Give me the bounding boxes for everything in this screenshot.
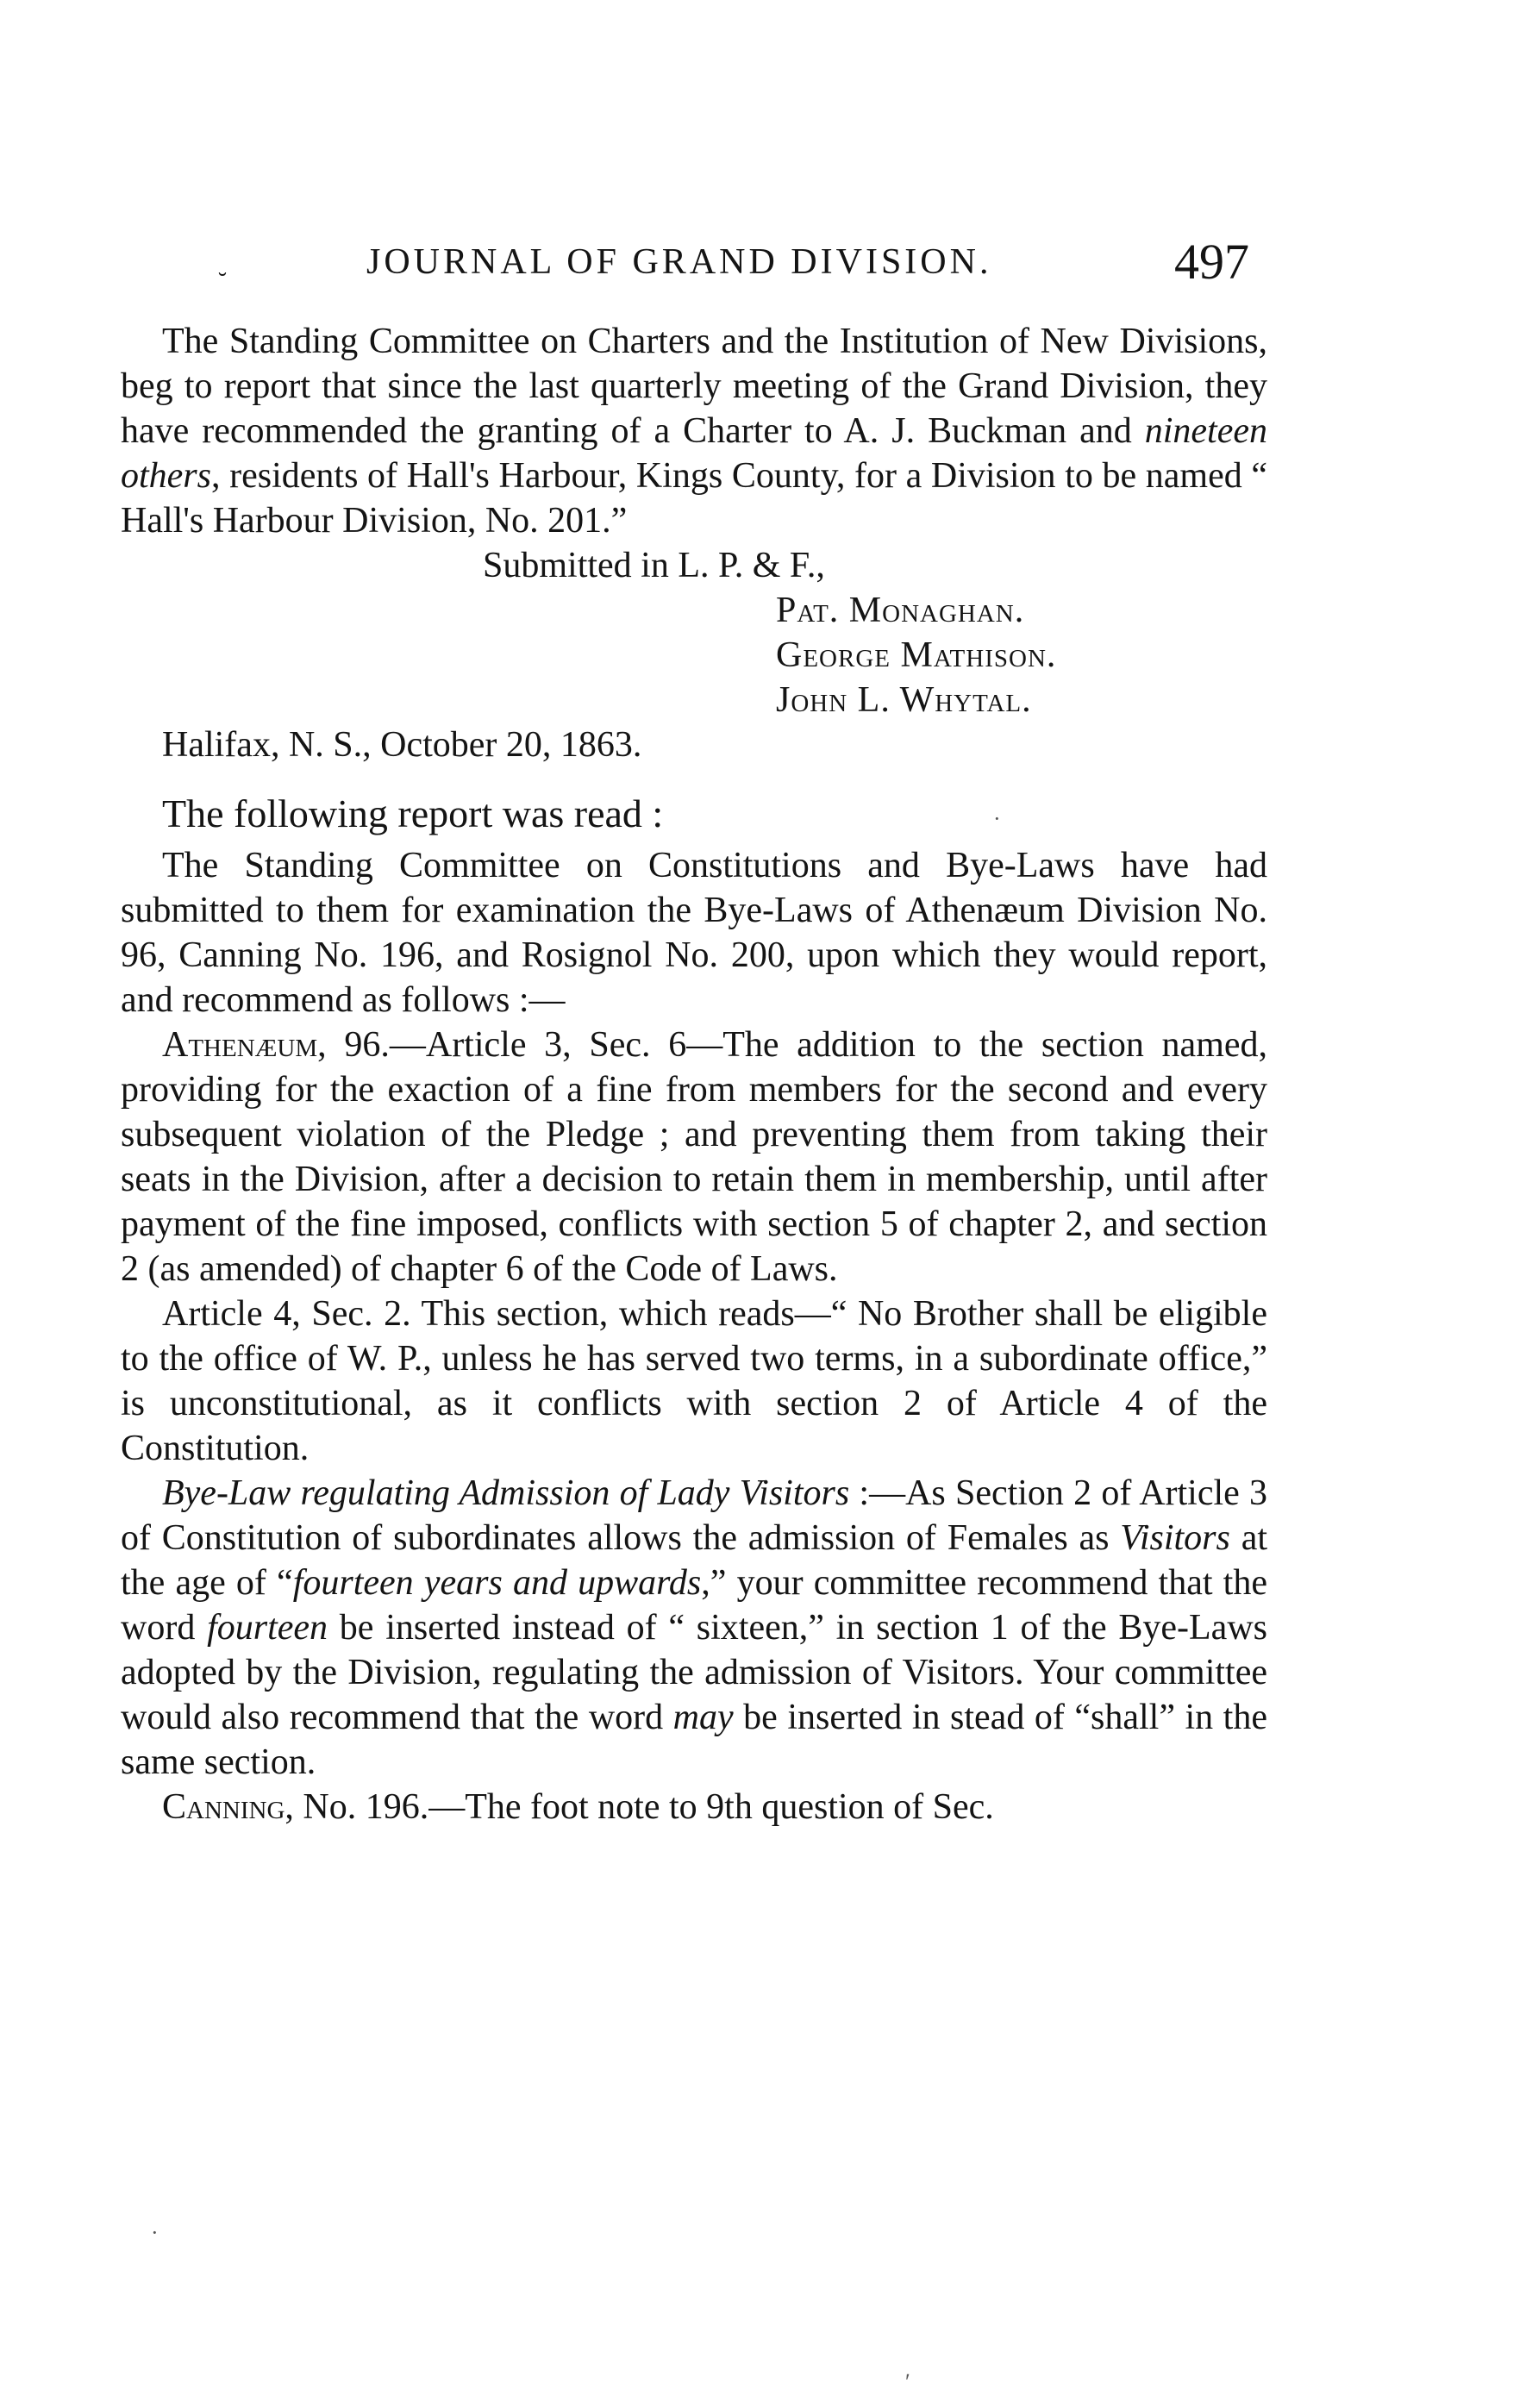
text-run: , No. 196.—The foot note to 9th question of Sec. bbox=[285, 1787, 994, 1827]
stray-mark: · bbox=[151, 2220, 159, 2245]
dateline: Halifax, N. S., October 20, 1863. bbox=[162, 725, 642, 765]
text-run: , residents of Hall's Harbour, Kings County, for a Division to be named “ Hall's Harbour Division, No. 201.” bbox=[121, 456, 1267, 541]
text-run: The Standing Committee on Charters and the Institution of New Divisions, beg to report that since the last quarterly meeting of the Grand Division, they have recommended the granting of a Charter to A. J. Buckman and bbox=[121, 322, 1267, 451]
text-run: be inserted instead of “ sixteen,” in section 1 of the Bye-Laws adopted by the Division, regulating the admission of Visitors. Your committee would also recommend that the word bbox=[121, 1608, 1267, 1737]
athenaeum-paragraph bbox=[121, 1023, 1267, 1292]
signature-name: Pat. Monaghan. bbox=[776, 591, 1025, 630]
text-run: at the age of “ bbox=[121, 1518, 1268, 1603]
page-number: 497 bbox=[1174, 234, 1249, 290]
article-4-paragraph: Article 4, Sec. 2. This section, which reads—“ No Brother shall be eligible to the office of W. P., unless he has served two terms, in a subordinate office,” is unconstitutional, as it conflicts with section 2 of Article 4 of the Constitution. bbox=[121, 1294, 1267, 1468]
italic-run: fourteen years and upwards bbox=[292, 1563, 702, 1603]
submitted-line: Submitted in L. P. & F., bbox=[483, 546, 825, 585]
italic-run: fourteen bbox=[207, 1608, 328, 1648]
text-run: be inserted in stead of “shall” in the same section. bbox=[121, 1698, 1267, 1782]
text-run: , 96.—Article 3, Sec. 6—The addition to the section named, providing for the exaction of a fine from members for the second and every subsequent violation of the Pledge ; and preventing them from taking their seats in the Division, after a decision to retain them in membership, until after payment of the fine imposed, conflicts with section 5 of chapter 2, and section 2 (as amended) of chapter 6 of the Code of Laws. bbox=[121, 1025, 1267, 1289]
charters-report-paragraph bbox=[121, 319, 1267, 543]
signature-name: John L. Whytal. bbox=[776, 680, 1032, 720]
header-mark: ˘ bbox=[218, 267, 227, 296]
page-body bbox=[121, 319, 1267, 1829]
stray-mark: ʹ bbox=[905, 2369, 910, 2394]
italic-run: nineteen others bbox=[121, 411, 1267, 496]
section-head: Athenæum bbox=[162, 1025, 318, 1065]
italic-run: may bbox=[672, 1698, 734, 1737]
constitutions-intro-paragraph: The Standing Committee on Constitutions and Bye-Laws have had submitted to them for examination the Bye-Laws of Athenæum Division No. 96, Canning No. 196, and Rosignol No. 200, upon which they would report, and recommend as follows :— bbox=[121, 846, 1267, 1020]
signature-list bbox=[121, 588, 1267, 722]
lady-visitors-paragraph bbox=[121, 1471, 1267, 1785]
italic-run: Bye-Law regulating Admission of Lady Visitors bbox=[162, 1473, 850, 1513]
stray-mark: · bbox=[993, 806, 1001, 831]
running-title: JOURNAL OF GRAND DIVISION. bbox=[366, 242, 992, 282]
canning-paragraph bbox=[121, 1785, 1267, 1829]
running-header bbox=[0, 233, 1526, 296]
italic-run: Visitors bbox=[1120, 1518, 1230, 1558]
text-run: ,” your committee recommend that the word bbox=[121, 1563, 1267, 1648]
section-head: Canning bbox=[162, 1787, 285, 1827]
signature-name: George Mathison. bbox=[776, 635, 1057, 675]
text-run: :—As Section 2 of Article 3 of Constitution of subordinates allows the admission of Females as bbox=[121, 1473, 1267, 1558]
lead-line: The following report was read : bbox=[162, 791, 664, 835]
